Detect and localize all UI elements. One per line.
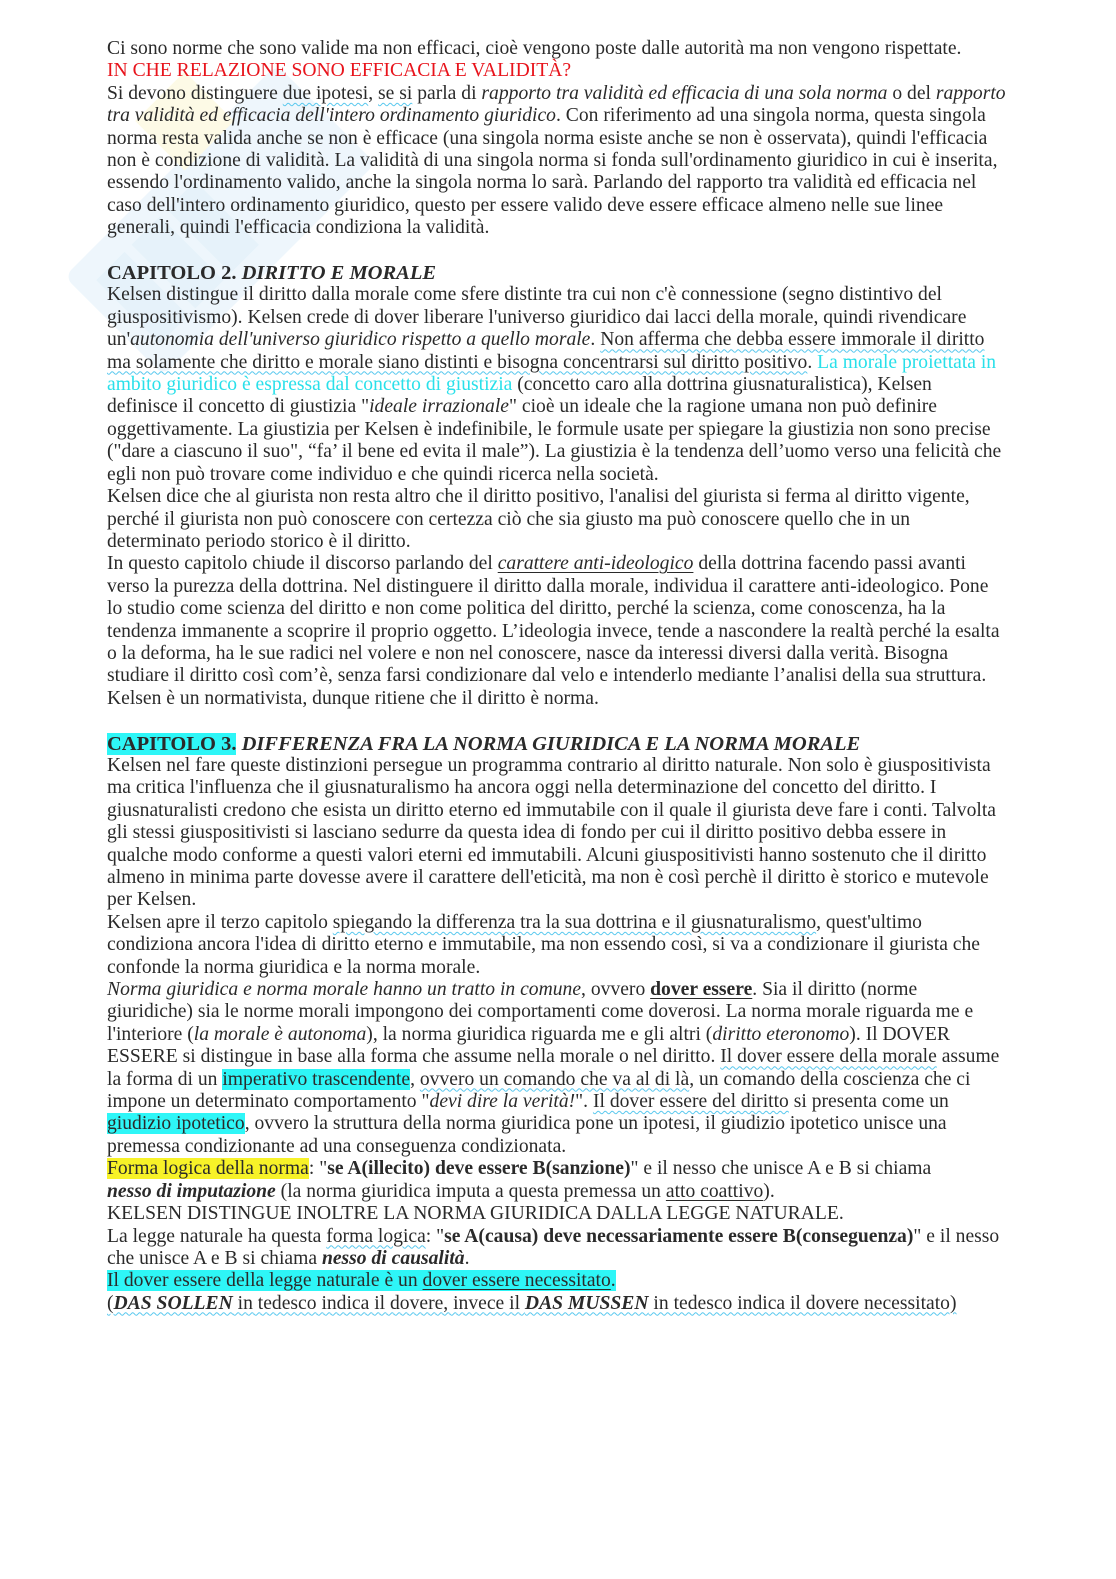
paragraph-giurista: Kelsen dice che al giurista non resta altro che il diritto positivo, l'analisi del giurista si ferma al diritto vigente, perché il giurista non può conoscere con certezza ciò che sia giusto ma può conoscere quello che in un determinato periodo storico è il diritto. xyxy=(107,486,970,552)
paragraph-ipotesi: Si devono distinguere due ipotesi, se si parla di rapporto tra validità ed efficacia di una sola norma o del rapporto tra validità ed efficacia dell'intero ordinamento giuridico. Con riferimento ad una singola norma, questa singola norma resta valida anche se non è efficace (una singola norma esiste anche se non è osservata), quindi l'efficacia non è condizione di validità. La validità di una singola norma si fonda sull'ordinamento giuridico in cui è inserita, essendo l'ordinamento valido, anche la singola norma lo sarà. Parlando del rapporto tra validità ed efficacia nel caso dell'intero ordinamento giuridico, questo per essere valido deve essere efficace almeno nelle sue linee generali, quindi l'efficacia condiziona la validità. xyxy=(107,82,1006,239)
paragraph-sollen-mussen: (DAS SOLLEN in tedesco indica il dovere, invece il DAS MUSSEN in tedesco indica il dovere necessitato) xyxy=(107,1292,957,1314)
chapter-2-heading: CAPITOLO 2. DIRITTO E MORALE xyxy=(107,262,437,285)
paragraph-terzo-capitolo: Kelsen apre il terzo capitolo spiegando la differenza tra la sua dottrina e il giusnaturalismo, quest'ultimo condiziona ancora l'idea di diritto eterno e immutabile, ma non essendo così, si va a condizionare il giurista che confonde la norma giuridica e la norma morale. xyxy=(107,911,980,978)
paragraph-dover-essere: Norma giuridica e norma morale hanno un tratto in comune, ovvero dover essere. Sia il diritto (norme giuridiche) sia le norme morali impongono dei comportamenti come doverosi. La norma morale riguarda me e l'interiore (la morale è autonoma), la norma giuridica riguarda me e gli altri (diritto eteronomo). Il DOVER ESSERE si distingue in base alla forma che assume nella morale o nel diritto. Il dover essere della morale assume la forma di un imperativo trascendente, ovvero un comando che va al di là, un comando della coscienza che ci impone un determinato comportamento "devi dire la verità!". Il dover essere del diritto si presenta come un giudizio ipotetico, ovvero la struttura della norma giuridica pone un ipotesi, il giudizio ipotetico unisce una premessa condizionante ad una conseguenza condizionata. xyxy=(107,979,1000,1157)
document-page xyxy=(107,38,1007,1315)
paragraph-forma-logica: Forma logica della norma: "se A(illecito) deve essere B(sanzione)" e il nesso che unisce A e B si chiama xyxy=(107,1158,932,1180)
paragraph-necessitato: Il dover essere della legge naturale è un dover essere necessitato. xyxy=(107,1270,616,1292)
paragraph-legge-naturale-heading: KELSEN DISTINGUE INOLTRE LA NORMA GIURIDICA DALLA LEGGE NATURALE. xyxy=(107,1203,844,1225)
paragraph-imputazione: nesso di imputazione (la norma giuridica imputa a questa premessa un atto coattivo). xyxy=(107,1180,775,1202)
paragraph-anti-ideologico: In questo capitolo chiude il discorso parlando del carattere anti-ideologico della dottrina facendo passi avanti verso la purezza della dottrina. Nel distinguere il diritto dalla morale, individua il carattere anti-ideologico. Pone lo studio come scienza del diritto e non come politica del diritto, perché la scienza, come conoscenza, ha la tendenza immanente a scoprire il proprio oggetto. L’ideologia invece, tende a nascondere la realtà perché la esalta o la deforma, ha le sue radici nel volere e non nel conoscere, nasce da interessi diversi dalla verità. Bisogna studiare il diritto così com’è, senza farsi condizionare dal velo e intenderlo mediante l’analisi della sua struttura. xyxy=(107,553,1000,687)
paragraph-intro: Ci sono norme che sono valide ma non efficaci, cioè vengono poste dalle autorità ma non vengono rispettate. xyxy=(107,38,962,59)
chapter-3-heading: CAPITOLO 3. DIFFERENZA FRA LA NORMA GIURIDICA E LA NORMA MORALE xyxy=(107,732,861,755)
question-heading: IN CHE RELAZIONE SONO EFFICACIA E VALIDITÀ? xyxy=(107,60,572,82)
paragraph-normativista: Kelsen è un normativista, dunque ritiene che il diritto è norma. xyxy=(107,687,599,709)
paragraph-giusnaturalismo: Kelsen nel fare queste distinzioni persegue un programma contrario al diritto naturale. Non solo è giuspositivista ma critica l'influenza che il giusnaturalismo ha ancora oggi nella determinazione del concetto del diritto. I giusnaturalisti credono che esista un diritto eterno ed immutabile con il quale il giurista deve fare i conti. Talvolta gli stessi giuspositivisti si lasciano sedurre da questa idea di fondo per cui il diritto positivo debba essere in qualche modo conforme a questi valori eterni ed immutabili. Alcuni giuspositivisti hanno sostenuto che il diritto almeno in minima parte dovesse avere il carattere dell'eticità, ma non è così perchè il diritto è storico e mutevole per Kelsen. xyxy=(107,754,996,911)
paragraph-causalita: La legge naturale ha questa forma logica: "se A(causa) deve necessariamente essere B(conseguenza)" e il nesso che unisce A e B si chiama nesso di causalità. xyxy=(107,1225,1000,1269)
paragraph-diritto-morale: Kelsen distingue il diritto dalla morale come sfere distinte tra cui non c'è connessione (segno distintivo del giuspositivismo). Kelsen crede di dover liberare l'universo giuridico dai lacci della morale, quindi rivendicare un'autonomia dell'universo giuridico rispetto a quello morale. Non afferma che debba essere immorale il diritto ma solamente che diritto e morale siano distinti e bisogna concentrarsi sul diritto positivo. La morale proiettata in ambito giuridico è espressa dal concetto di giustizia (concetto caro alla dottrina giusnaturalistica), Kelsen definisce il concetto di giustizia "ideale irrazionale" cioè un ideale che la ragione umana non può definire oggettivamente. La giustizia per Kelsen è indefinibile, le formule usate per spiegare la giustizia non sono precise ("dare a ciascuno il suo", “fa’ il bene ed evita il male”). La giustizia è la tendenza dell’uomo verso una felicità che egli non può trovare come individuo e che quindi ricerca nella società. xyxy=(107,284,1002,485)
